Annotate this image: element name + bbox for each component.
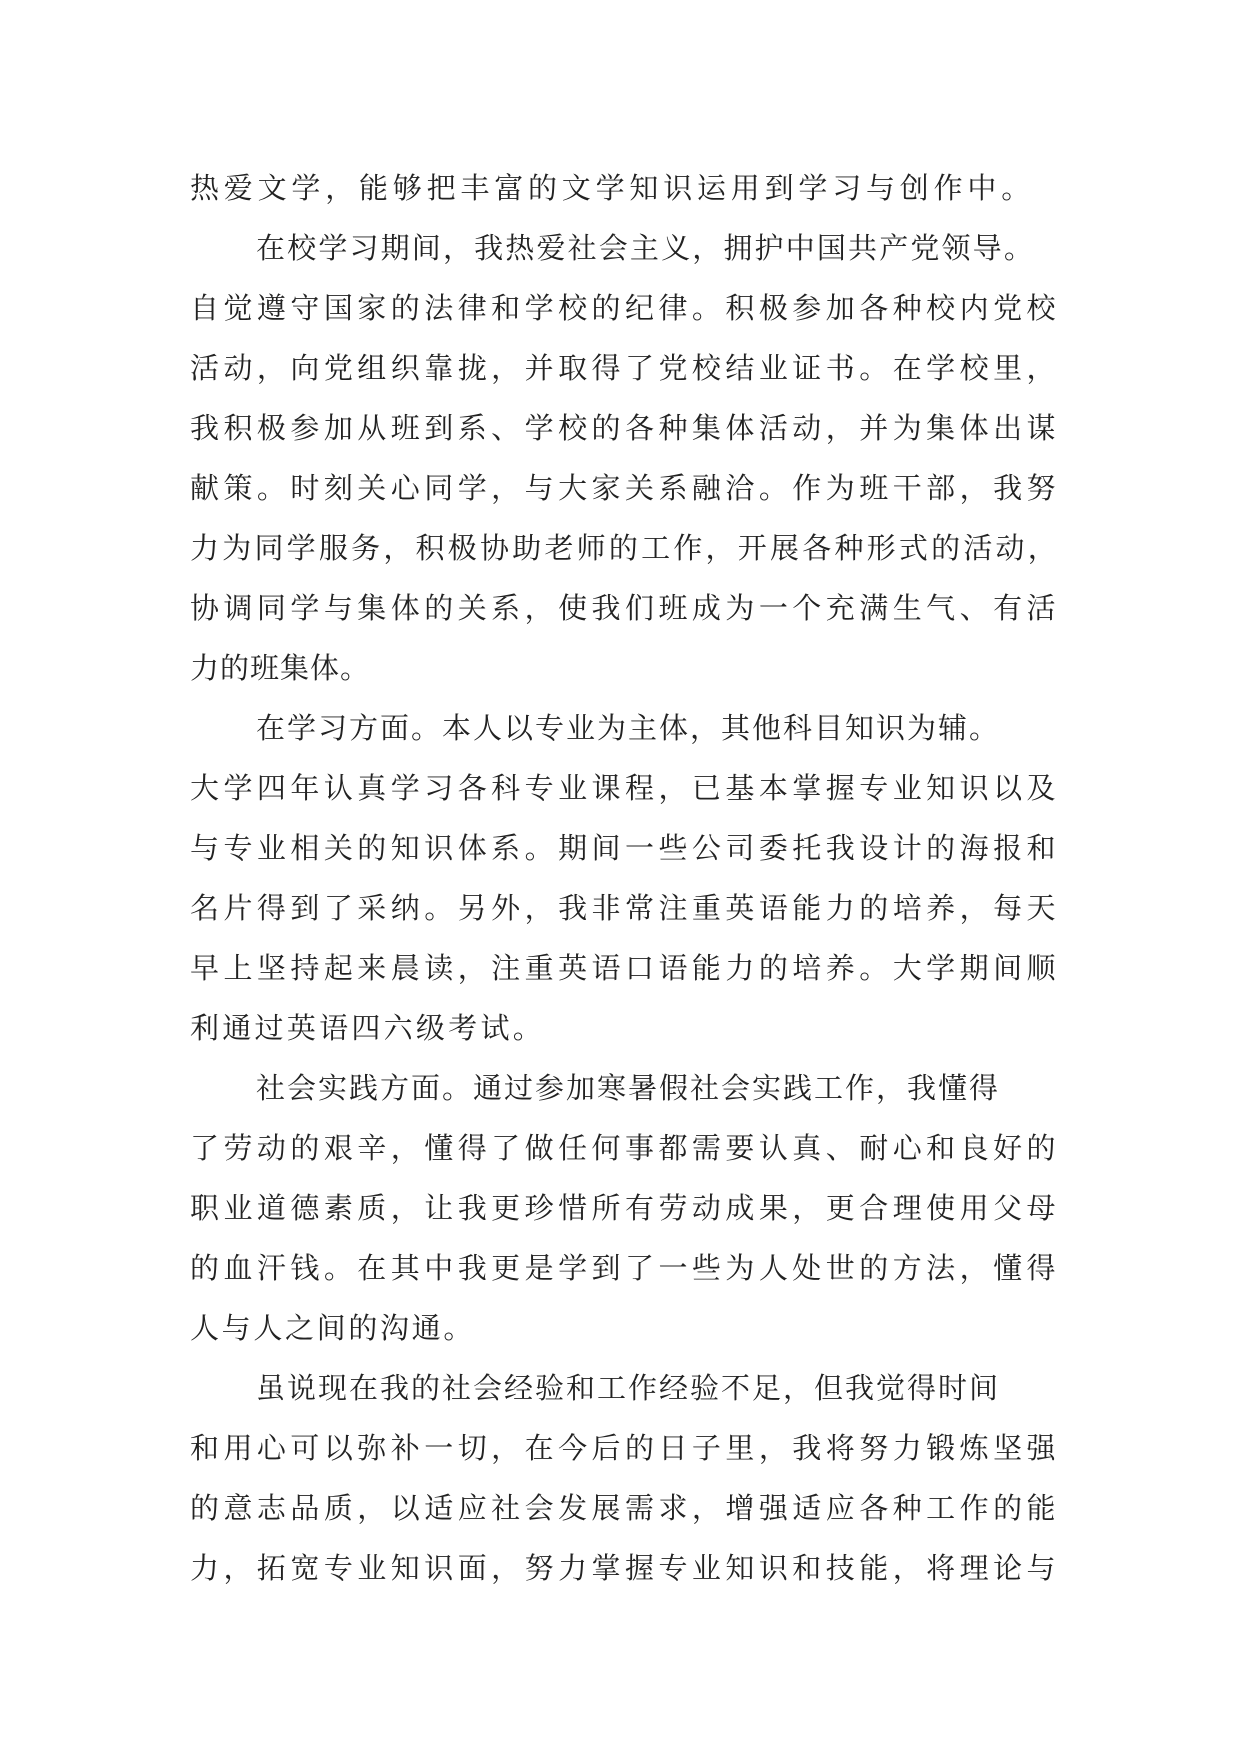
text-line: 早上坚持起来晨读，注重英语口语能力的培养。大学期间顺 (190, 951, 1061, 985)
paragraph-first-line: 在学习方面。本人以专业为主体，其他科目知识为辅。 (256, 711, 1001, 745)
text-line: 了劳动的艰辛，懂得了做任何事都需要认真、耐心和良好的 (190, 1131, 1061, 1165)
text-line: 活动，向党组织靠拢，并取得了党校结业证书。在学校里， (190, 351, 1061, 385)
text-line: 利通过英语四六级考试。 (190, 1011, 546, 1045)
text-line: 人与人之间的沟通。 (190, 1311, 476, 1345)
text-line: 我积极参加从班到系、学校的各种集体活动，并为集体出谋 (190, 411, 1061, 445)
text-line: 协调同学与集体的关系，使我们班成为一个充满生气、有活 (190, 591, 1061, 625)
text-line: 热爱文学，能够把丰富的文学知识运用到学习与创作中。 (190, 171, 1036, 205)
text-line: 力为同学服务，积极协助老师的工作，开展各种形式的活动， (190, 531, 1061, 565)
text-line: 献策。时刻关心同学，与大家关系融洽。作为班干部，我努 (190, 471, 1061, 505)
text-line: 力的班集体。 (190, 651, 371, 685)
text-line: 大学四年认真学习各科专业课程，已基本掌握专业知识以及 (190, 771, 1061, 805)
text-line: 的血汗钱。在其中我更是学到了一些为人处世的方法，懂得 (190, 1251, 1061, 1285)
paragraph-first-line: 社会实践方面。通过参加寒暑假社会实践工作，我懂得 (256, 1071, 1001, 1105)
text-line: 力，拓宽专业知识面，努力掌握专业知识和技能，将理论与 (190, 1551, 1061, 1585)
text-line: 的意志品质，以适应社会发展需求，增强适应各种工作的能 (190, 1491, 1061, 1525)
paragraph-first-line: 在校学习期间，我热爱社会主义，拥护中国共产党领导。 (256, 231, 1036, 265)
text-line: 名片得到了采纳。另外，我非常注重英语能力的培养，每天 (190, 891, 1061, 925)
text-line: 和用心可以弥补一切，在今后的日子里，我将努力锻炼坚强 (190, 1431, 1061, 1465)
text-line: 职业道德素质，让我更珍惜所有劳动成果，更合理使用父母 (190, 1191, 1061, 1225)
paragraph-first-line: 虽说现在我的社会经验和工作经验不足，但我觉得时间 (256, 1371, 1001, 1405)
text-line: 自觉遵守国家的法律和学校的纪律。积极参加各种校内党校 (190, 291, 1061, 325)
text-line: 与专业相关的知识体系。期间一些公司委托我设计的海报和 (190, 831, 1061, 865)
